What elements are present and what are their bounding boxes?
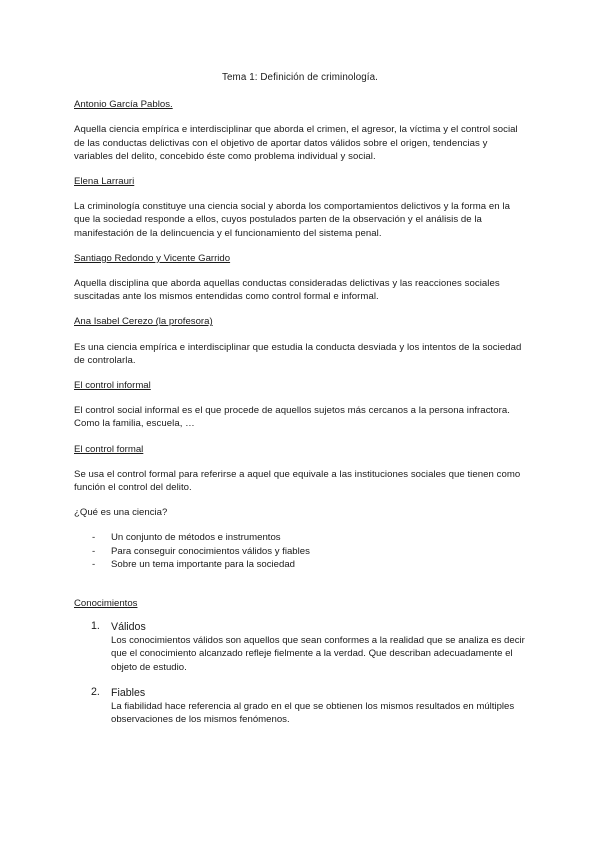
- section-paragraph: Aquella ciencia empírica e interdisciplinar que aborda el crimen, el agresor, la víctima y el control social de las conductas delictivas con el objetivo de aportar datos válidos sobre el origen, tendencias y variables del delito, concebido éste como problema individual y social.: [74, 124, 518, 162]
- section-heading: Antonio García Pablos.: [74, 99, 173, 111]
- item-number: 2.: [91, 685, 100, 698]
- list-item-text: Para conseguir conocimientos válidos y fiables: [111, 545, 310, 557]
- question-text: ¿Qué es una ciencia?: [74, 507, 168, 519]
- list-item: [74, 686, 526, 726]
- list-item: [74, 558, 526, 571]
- section-heading: Ana Isabel Cerezo (la profesora): [74, 316, 213, 328]
- section-heading: Elena Larrauri: [74, 176, 135, 188]
- section-heading: El control informal: [74, 380, 151, 392]
- item-text: La fiabilidad hace referencia al grado en el que se obtienen los mismos resultados en múltiples observaciones de los mismos fenómenos.: [111, 700, 515, 726]
- definition-section-garcia-pablos: [74, 98, 526, 163]
- list-item: [74, 531, 526, 544]
- list-item: [74, 545, 526, 558]
- science-criteria-list: [74, 531, 526, 571]
- section-paragraph: Aquella disciplina que aborda aquellas conductas consideradas delictivas y las reacciones sociales suscitadas ante los mismos entendidas como control formal e informal.: [74, 278, 500, 303]
- dash-marker: -: [92, 545, 96, 557]
- section-informal-control: [74, 379, 526, 431]
- knowledge-section: [74, 597, 526, 726]
- section-paragraph: Se usa el control formal para referirse a aquel que equivale a las instituciones sociales que tienen como función el control del delito.: [74, 468, 521, 494]
- item-title: Válidos: [111, 621, 146, 634]
- section-paragraph: El control social informal es el que procede de aquellos sujetos más cercanos a la persona infractora. Como la familia, escuela, …: [74, 405, 510, 430]
- document-title: Tema 1: Definición de criminología.: [222, 72, 378, 83]
- item-title: Fiables: [111, 686, 146, 699]
- list-item: [74, 620, 526, 674]
- list-item-text: Un conjunto de métodos e instrumentos: [111, 532, 281, 544]
- item-number: 1.: [91, 620, 100, 633]
- dash-marker: -: [92, 532, 96, 544]
- item-text: Los conocimientos válidos son aquellos que sean conformes a la realidad que se analiza es decir que el conocimiento alcanzado refleje fielmente a la verdad. Que describan adecuadamente el objeto de estudio.: [111, 635, 525, 673]
- definition-section-redondo-garrido: [74, 252, 526, 304]
- knowledge-list: [74, 620, 526, 726]
- section-heading: Santiago Redondo y Vicente Garrido: [74, 252, 231, 264]
- section-heading: El control formal: [74, 443, 144, 455]
- section-heading: Conocimientos: [74, 598, 138, 610]
- dash-marker: -: [92, 558, 96, 570]
- definition-section-cerezo: [74, 315, 526, 367]
- section-paragraph: La criminología constituye una ciencia social y aborda los comportamientos delictivos y la forma en la que la sociedad responde a ellos, cuyos postulados parten de la observación y el análisis de la manifestación de la delincuencia y el funcionamiento del sistema penal.: [74, 201, 510, 239]
- list-item-text: Sobre un tema importante para la sociedad: [111, 558, 295, 570]
- section-formal-control: [74, 443, 526, 495]
- section-paragraph: Es una ciencia empírica e interdisciplinar que estudia la conducta desviada y los intentos de la sociedad de controlarla.: [74, 341, 522, 366]
- definition-section-larrauri: [74, 175, 526, 240]
